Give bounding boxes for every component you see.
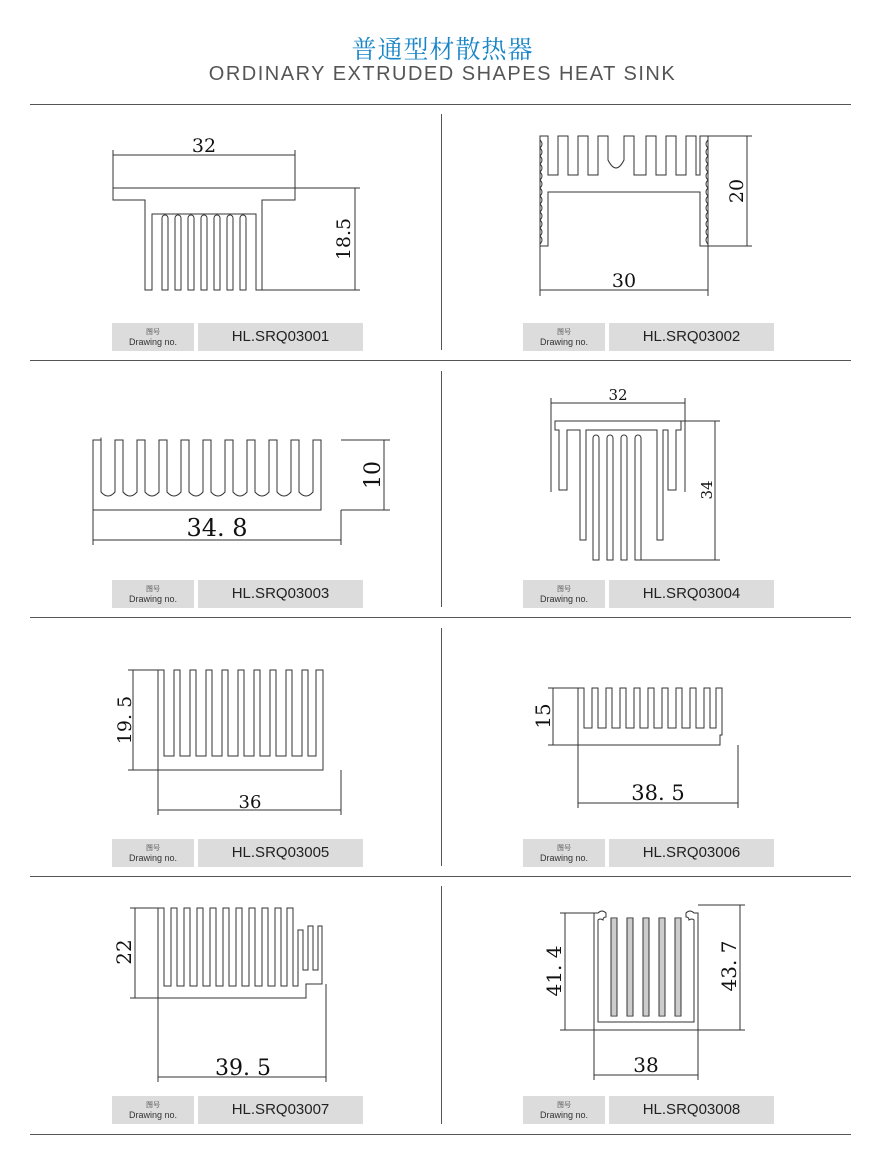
page-title-en: ORDINARY EXTRUDED SHAPES HEAT SINK xyxy=(208,63,677,85)
width-dimension-label: 38 xyxy=(633,1053,659,1077)
height-dimension-label: 18.5 xyxy=(333,217,355,261)
drawing-no-en: Drawing no. xyxy=(128,853,178,863)
column-divider xyxy=(441,886,442,1124)
inner-height-dimension-label: 41. 4 xyxy=(542,945,566,997)
drawing-no-en: Drawing no. xyxy=(128,594,178,604)
outer-height-dimension-label: 43. 7 xyxy=(717,940,741,992)
height-dimension-label: 10 xyxy=(361,461,386,489)
width-dimension-label: 30 xyxy=(611,270,637,292)
width-dimension-label: 32 xyxy=(608,386,628,404)
drawing-no-cn: 图号 xyxy=(557,329,571,336)
drawing-no-en: Drawing no. xyxy=(128,337,178,347)
drawing-no-cn: 图号 xyxy=(146,329,160,336)
drawing-no-cn: 图号 xyxy=(557,845,571,852)
drawing-no-cn: 图号 xyxy=(146,1102,160,1109)
drawing-code: HL.SRQ03007 xyxy=(198,1096,363,1124)
height-dimension-label: 20 xyxy=(726,178,748,204)
height-dimension-label: 34 xyxy=(698,480,716,500)
drawing-no-en: Drawing no. xyxy=(539,1110,589,1120)
drawing-code: HL.SRQ03002 xyxy=(609,323,774,351)
height-dimension-label: 15 xyxy=(531,703,555,729)
drawing-code: HL.SRQ03004 xyxy=(609,580,774,608)
drawing-code: HL.SRQ03006 xyxy=(609,839,774,867)
drawing-no-cn: 图号 xyxy=(146,845,160,852)
drawing-no-en: Drawing no. xyxy=(539,337,589,347)
drawing-no-en: Drawing no. xyxy=(539,594,589,604)
drawing-no-cn: 图号 xyxy=(146,586,160,593)
column-divider xyxy=(441,371,442,607)
drawing-code: HL.SRQ03001 xyxy=(198,323,363,351)
drawing-no-en: Drawing no. xyxy=(539,853,589,863)
page-title-cn: 普通型材散热器 xyxy=(351,35,534,64)
width-dimension-label: 34. 8 xyxy=(186,514,248,542)
divider xyxy=(30,104,851,105)
height-dimension-label: 19. 5 xyxy=(114,695,136,745)
divider xyxy=(30,1134,851,1135)
width-dimension-label: 39. 5 xyxy=(215,1056,271,1081)
drawing-code: HL.SRQ03005 xyxy=(198,839,363,867)
drawing-no-en: Drawing no. xyxy=(128,1110,178,1120)
width-dimension-label: 32 xyxy=(191,135,217,157)
drawing-no-cn: 图号 xyxy=(557,1102,571,1109)
column-divider xyxy=(441,628,442,866)
divider xyxy=(30,360,851,361)
column-divider xyxy=(441,114,442,350)
drawing-code: HL.SRQ03008 xyxy=(609,1096,774,1124)
drawing-no-cn: 图号 xyxy=(557,586,571,593)
drawing-code: HL.SRQ03003 xyxy=(198,580,363,608)
height-dimension-label: 22 xyxy=(112,939,136,965)
divider xyxy=(30,876,851,877)
width-dimension-label: 38. 5 xyxy=(631,781,685,805)
width-dimension-label: 36 xyxy=(238,792,262,813)
divider xyxy=(30,617,851,618)
